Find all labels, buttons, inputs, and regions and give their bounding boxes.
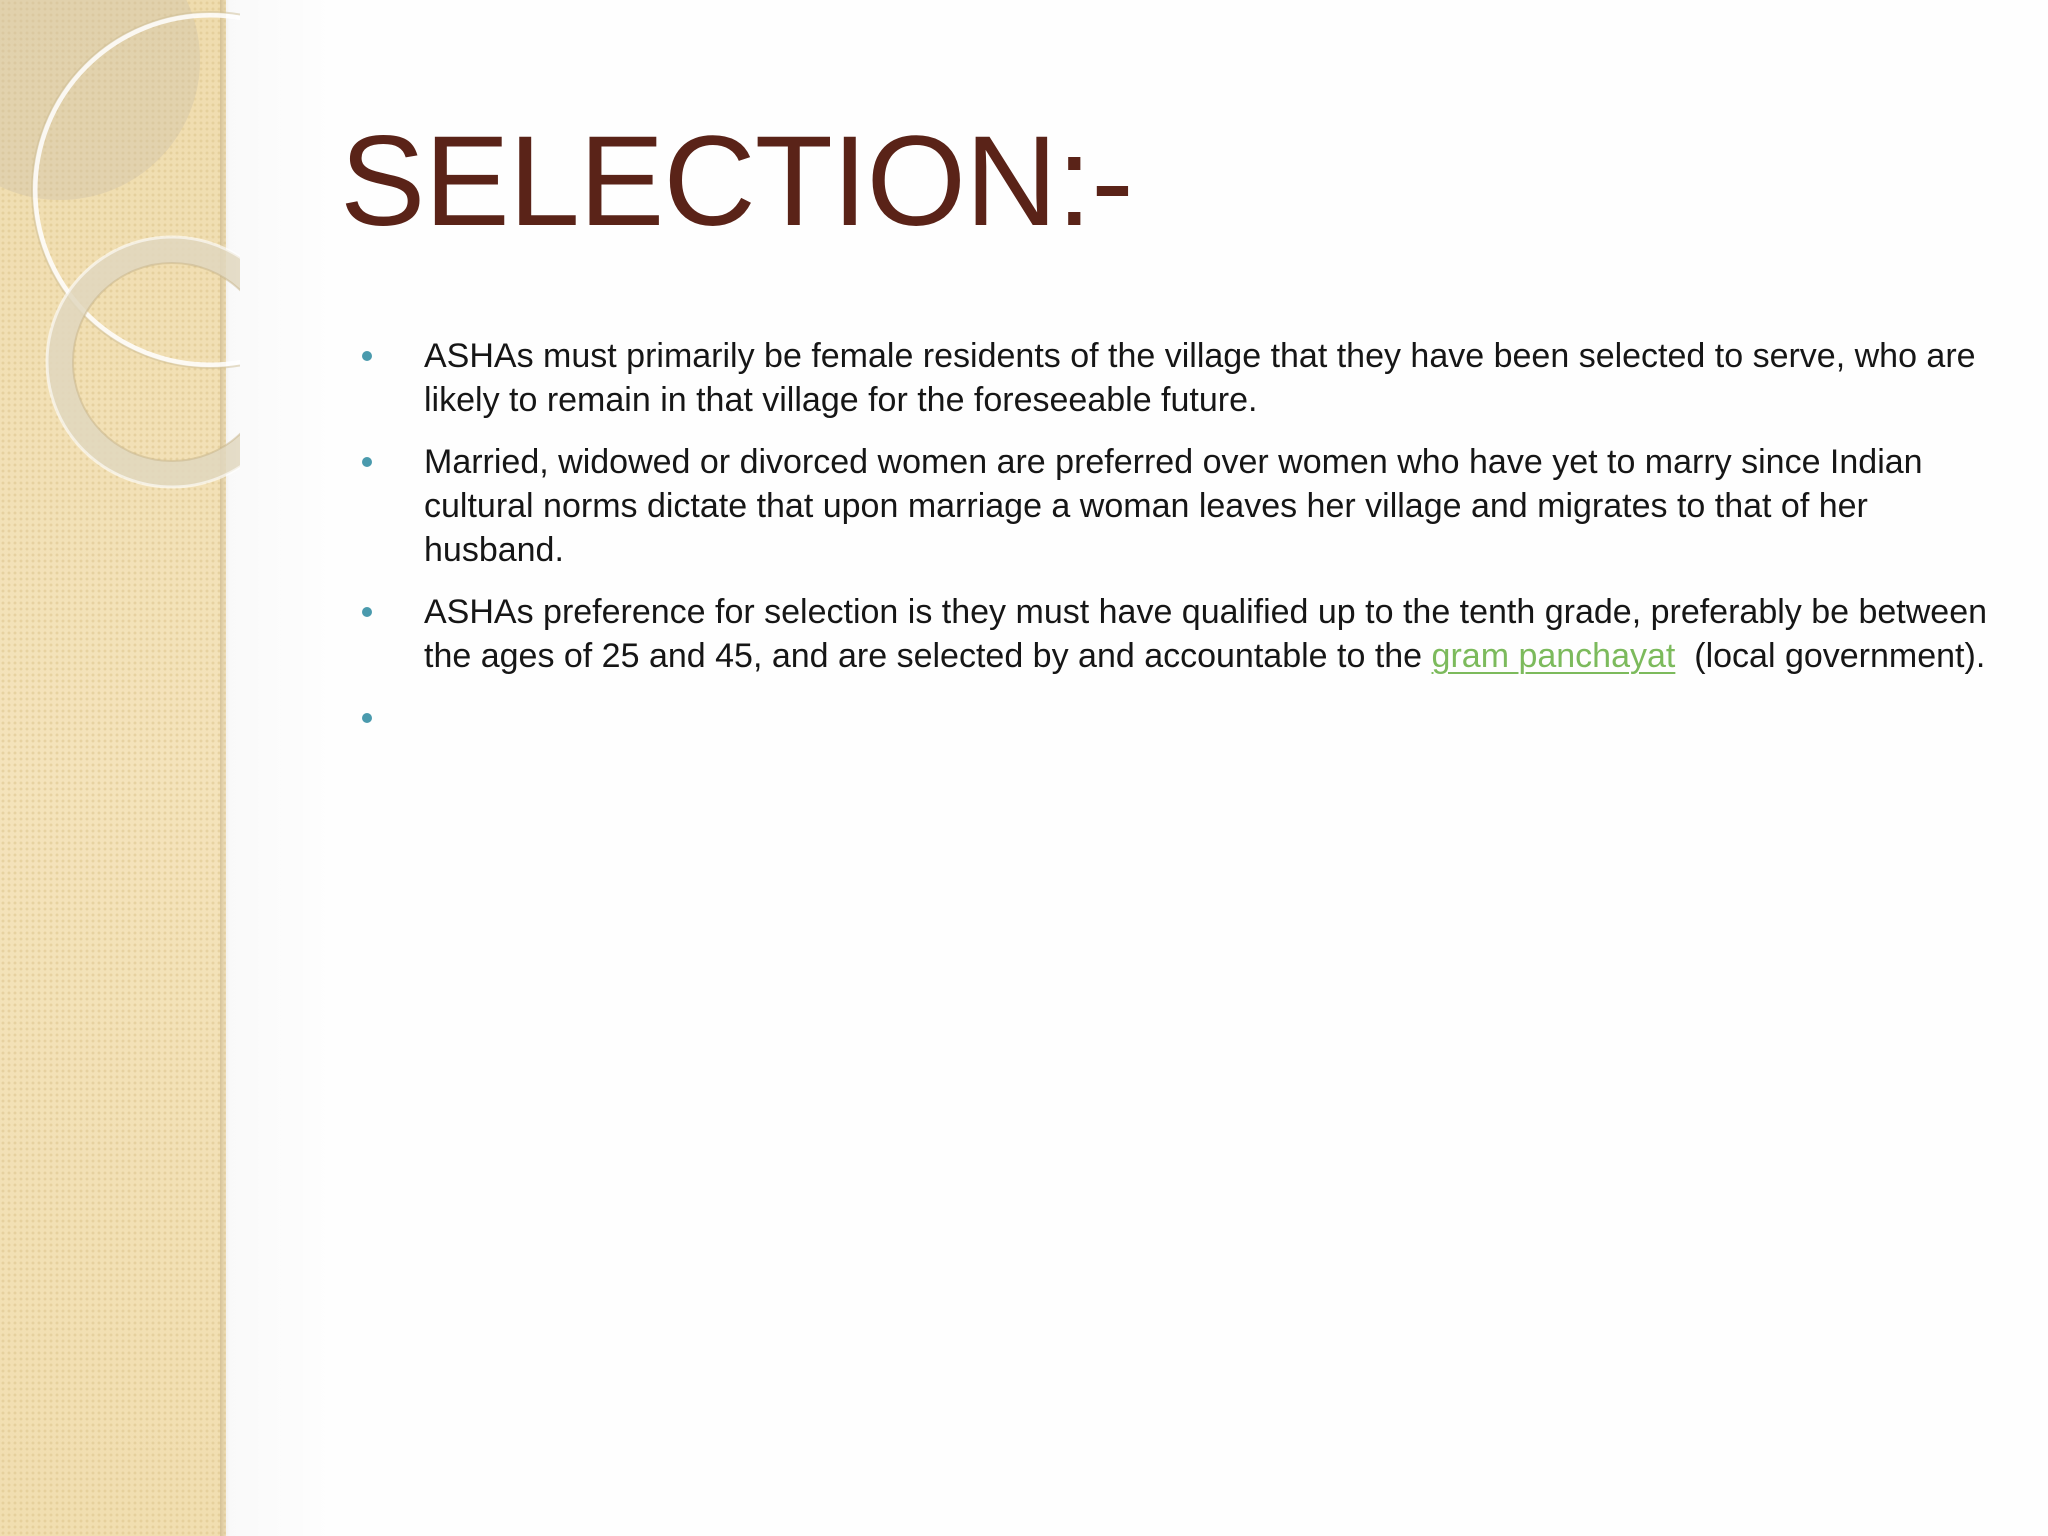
bullet-item-empty bbox=[358, 696, 1998, 740]
bullet-item-qualifications bbox=[358, 590, 1998, 678]
bullet-item-marital-status bbox=[358, 440, 1998, 572]
bullet-dot-icon bbox=[362, 713, 372, 723]
bullet-text-suffix: (local government). bbox=[1675, 637, 1986, 675]
bullet-dot-icon bbox=[362, 351, 372, 361]
content-shadow bbox=[226, 0, 336, 1536]
bullet-text: ASHAs preference for selection is they must have qualified up to the tenth grade, preferably be between the ages of 25 and 45, and are selected by and accountable to the bbox=[424, 593, 1988, 675]
bullet-dot-icon bbox=[362, 457, 372, 467]
bullet-text: ASHAs must primarily be female residents of the village that they have been selected to serve, who are likely to remain in that village for the foreseeable future. bbox=[424, 337, 1976, 419]
bullet-dot-icon bbox=[362, 607, 372, 617]
bullet-list bbox=[358, 334, 1998, 758]
bullet-item-residency bbox=[358, 334, 1998, 422]
gram-panchayat-link[interactable]: gram panchayat bbox=[1431, 637, 1676, 675]
circles-ornament-icon bbox=[0, 0, 240, 520]
slide-title: SELECTION:- bbox=[340, 110, 1133, 253]
bullet-text: Married, widowed or divorced women are preferred over women who have yet to marry since Indian cultural norms dictate that upon marriage a woman leaves her village and migrates to that of her husband. bbox=[424, 443, 1923, 569]
